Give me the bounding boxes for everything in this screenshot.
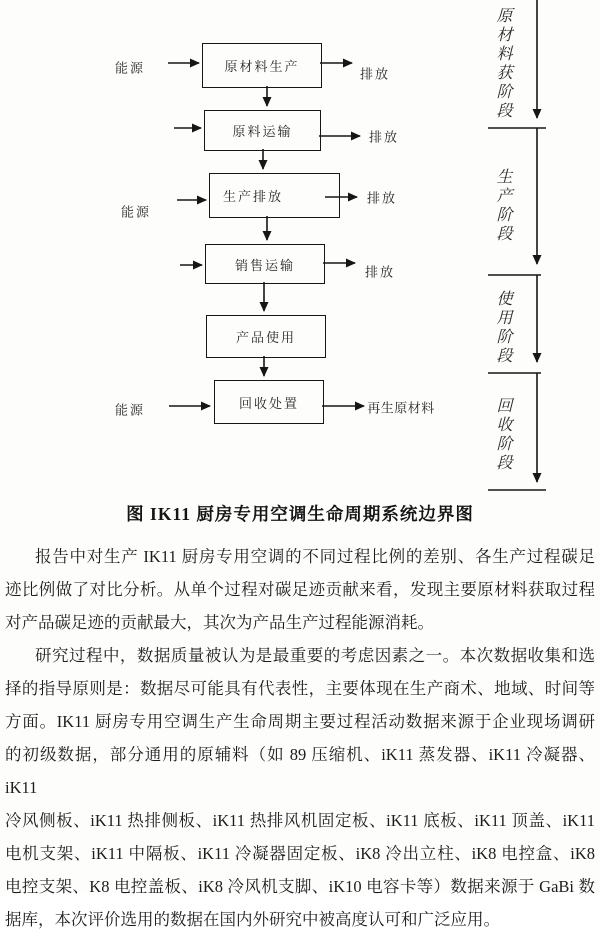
figure-caption: 图 IK11 厨房专用空调生命周期系统边界图 <box>126 504 474 524</box>
stage-label-production: 生产阶段 <box>494 168 511 244</box>
process-box-recycle-disposal <box>214 380 324 424</box>
paragraph-2-line-3: 方面。IK11 厨房专用空调生产生命周期主要过程活动数据来源于企业现场调研 <box>5 712 595 731</box>
energy-label-2: 能源 <box>120 204 152 220</box>
energy-label-3: 能源 <box>114 402 146 418</box>
emission-label-2: 排放 <box>368 129 400 145</box>
paragraph-1-line-1: 报告中对生产 IK11 厨房专用空调的不同过程比例的差别、各生产过程碳足 <box>35 547 595 566</box>
process-box-label: 产品使用 <box>235 330 296 345</box>
stage-label-use: 使用阶段 <box>494 290 511 366</box>
paragraph-1-line-2: 迹比例做了对比分析。从单个过程对碳足迹贡献来看，发现主要原材料获取过程 <box>5 580 595 599</box>
paragraph-1-line-3: 对产品碳足迹的贡献最大，其次为产品生产过程能源消耗。 <box>5 613 434 632</box>
body-text <box>5 540 595 936</box>
stage-label-recycle: 回收阶段 <box>494 397 511 473</box>
stage-label-raw-material-acquisition: 原材料获阶段 <box>494 7 511 121</box>
process-box-label: 原料运输 <box>232 124 293 139</box>
paragraph-2-line-5: 冷风侧板、iK11 热排侧板、iK11 热排风机固定板、iK11 底板、iK11 顶盖、iK11 <box>5 811 595 830</box>
emission-label-4: 排放 <box>364 264 396 280</box>
process-box-label: 原材料生产 <box>224 59 300 74</box>
paragraph-2-line-1: 研究过程中，数据质量被认为是最重要的考虑因素之一。本次数据收集和选 <box>35 646 595 665</box>
process-box-product-use <box>206 315 326 358</box>
paragraph-2-line-8: 据库，本次评价选用的数据在国内外研究中被高度认可和广泛应用。 <box>5 910 500 929</box>
process-box-raw-material-production <box>202 43 322 88</box>
paragraph-2-line-2: 择的指导原则是：数据尽可能具有代表性，主要体现在生产商术、地域、时间等 <box>5 679 595 698</box>
paragraph-2-line-7: 电控支架、K8 电控盖板、iK8 冷风机支脚、iK10 电容卡等）数据来源于 GaBi 数 <box>5 877 595 896</box>
paragraph-2-line-6: 电机支架、iK11 中隔板、iK11 冷凝器固定板、iK8 冷出立柱、iK8 电控盒、iK8 <box>5 844 595 863</box>
paragraph-2-line-4: 的初级数据，部分通用的原辅料（如 89 压缩机、iK11 蒸发器、iK11 冷凝器、iK11 <box>5 745 595 797</box>
emission-label-3: 排放 <box>366 190 398 206</box>
emission-label-1: 排放 <box>359 66 391 82</box>
energy-label-1: 能源 <box>114 60 146 76</box>
process-box-production-emission <box>209 173 340 218</box>
process-box-label: 生产排放 <box>223 189 284 204</box>
process-box-sales-transport <box>205 244 325 284</box>
process-box-label: 回收处置 <box>238 395 299 411</box>
recycled-material-label: 再生原材料 <box>367 400 435 416</box>
process-box-label: 销售运输 <box>234 257 295 273</box>
process-box-raw-material-transport <box>204 110 321 151</box>
